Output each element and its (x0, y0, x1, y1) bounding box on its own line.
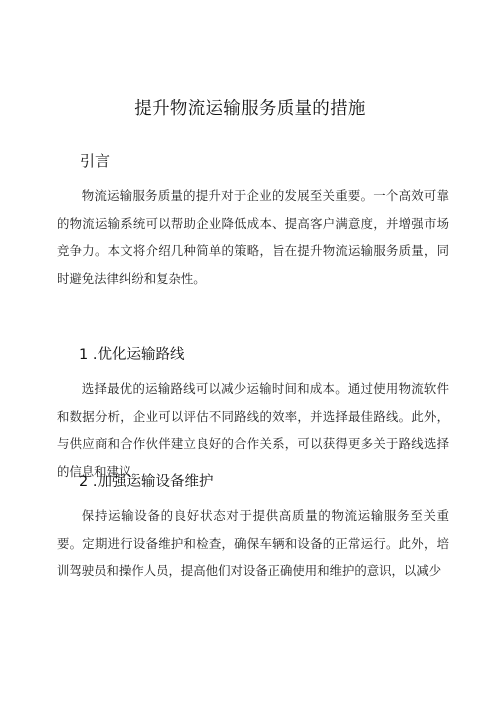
section-heading: 1 .优化运输路线 (79, 347, 185, 363)
section-paragraph: 物流运输服务质量的提升对于企业的发展至关重要。一个高效可靠的物流运输系统可以帮助企业降低成本、提高客户满意度，并增强市场竞争力。本文将介绍几种简单的策略，旨在提升物流运输服务质量，同时避免法律纠纷和复杂性。 (57, 188, 449, 286)
section-paragraph: 选择最优的运输路线可以减少运输时间和成本。通过使用物流软件和数据分析，企业可以评估不同路线的效率，并选择最佳路线。此外，与供应商和合作伙伴建立良好的合作关系，可以获得更多关于路线选择的信息和建议。 (57, 381, 449, 479)
section-heading: 引言 (80, 152, 111, 170)
section-heading: 2 .加强运输设备维护 (79, 474, 214, 490)
document-title: 提升物流运输服务质量的措施 (134, 99, 366, 119)
section-introduction (57, 150, 449, 292)
section-paragraph: 保持运输设备的良好状态对于提供高质量的物流运输服务至关重要。定期进行设备维护和检查，确保车辆和设备的正常运行。此外，培训驾驶员和操作人员，提高他们对设备正确使用和维护的意识，以减少 (57, 508, 449, 578)
section-optimize-routes (57, 343, 449, 485)
section-equipment-maintenance (57, 470, 449, 585)
